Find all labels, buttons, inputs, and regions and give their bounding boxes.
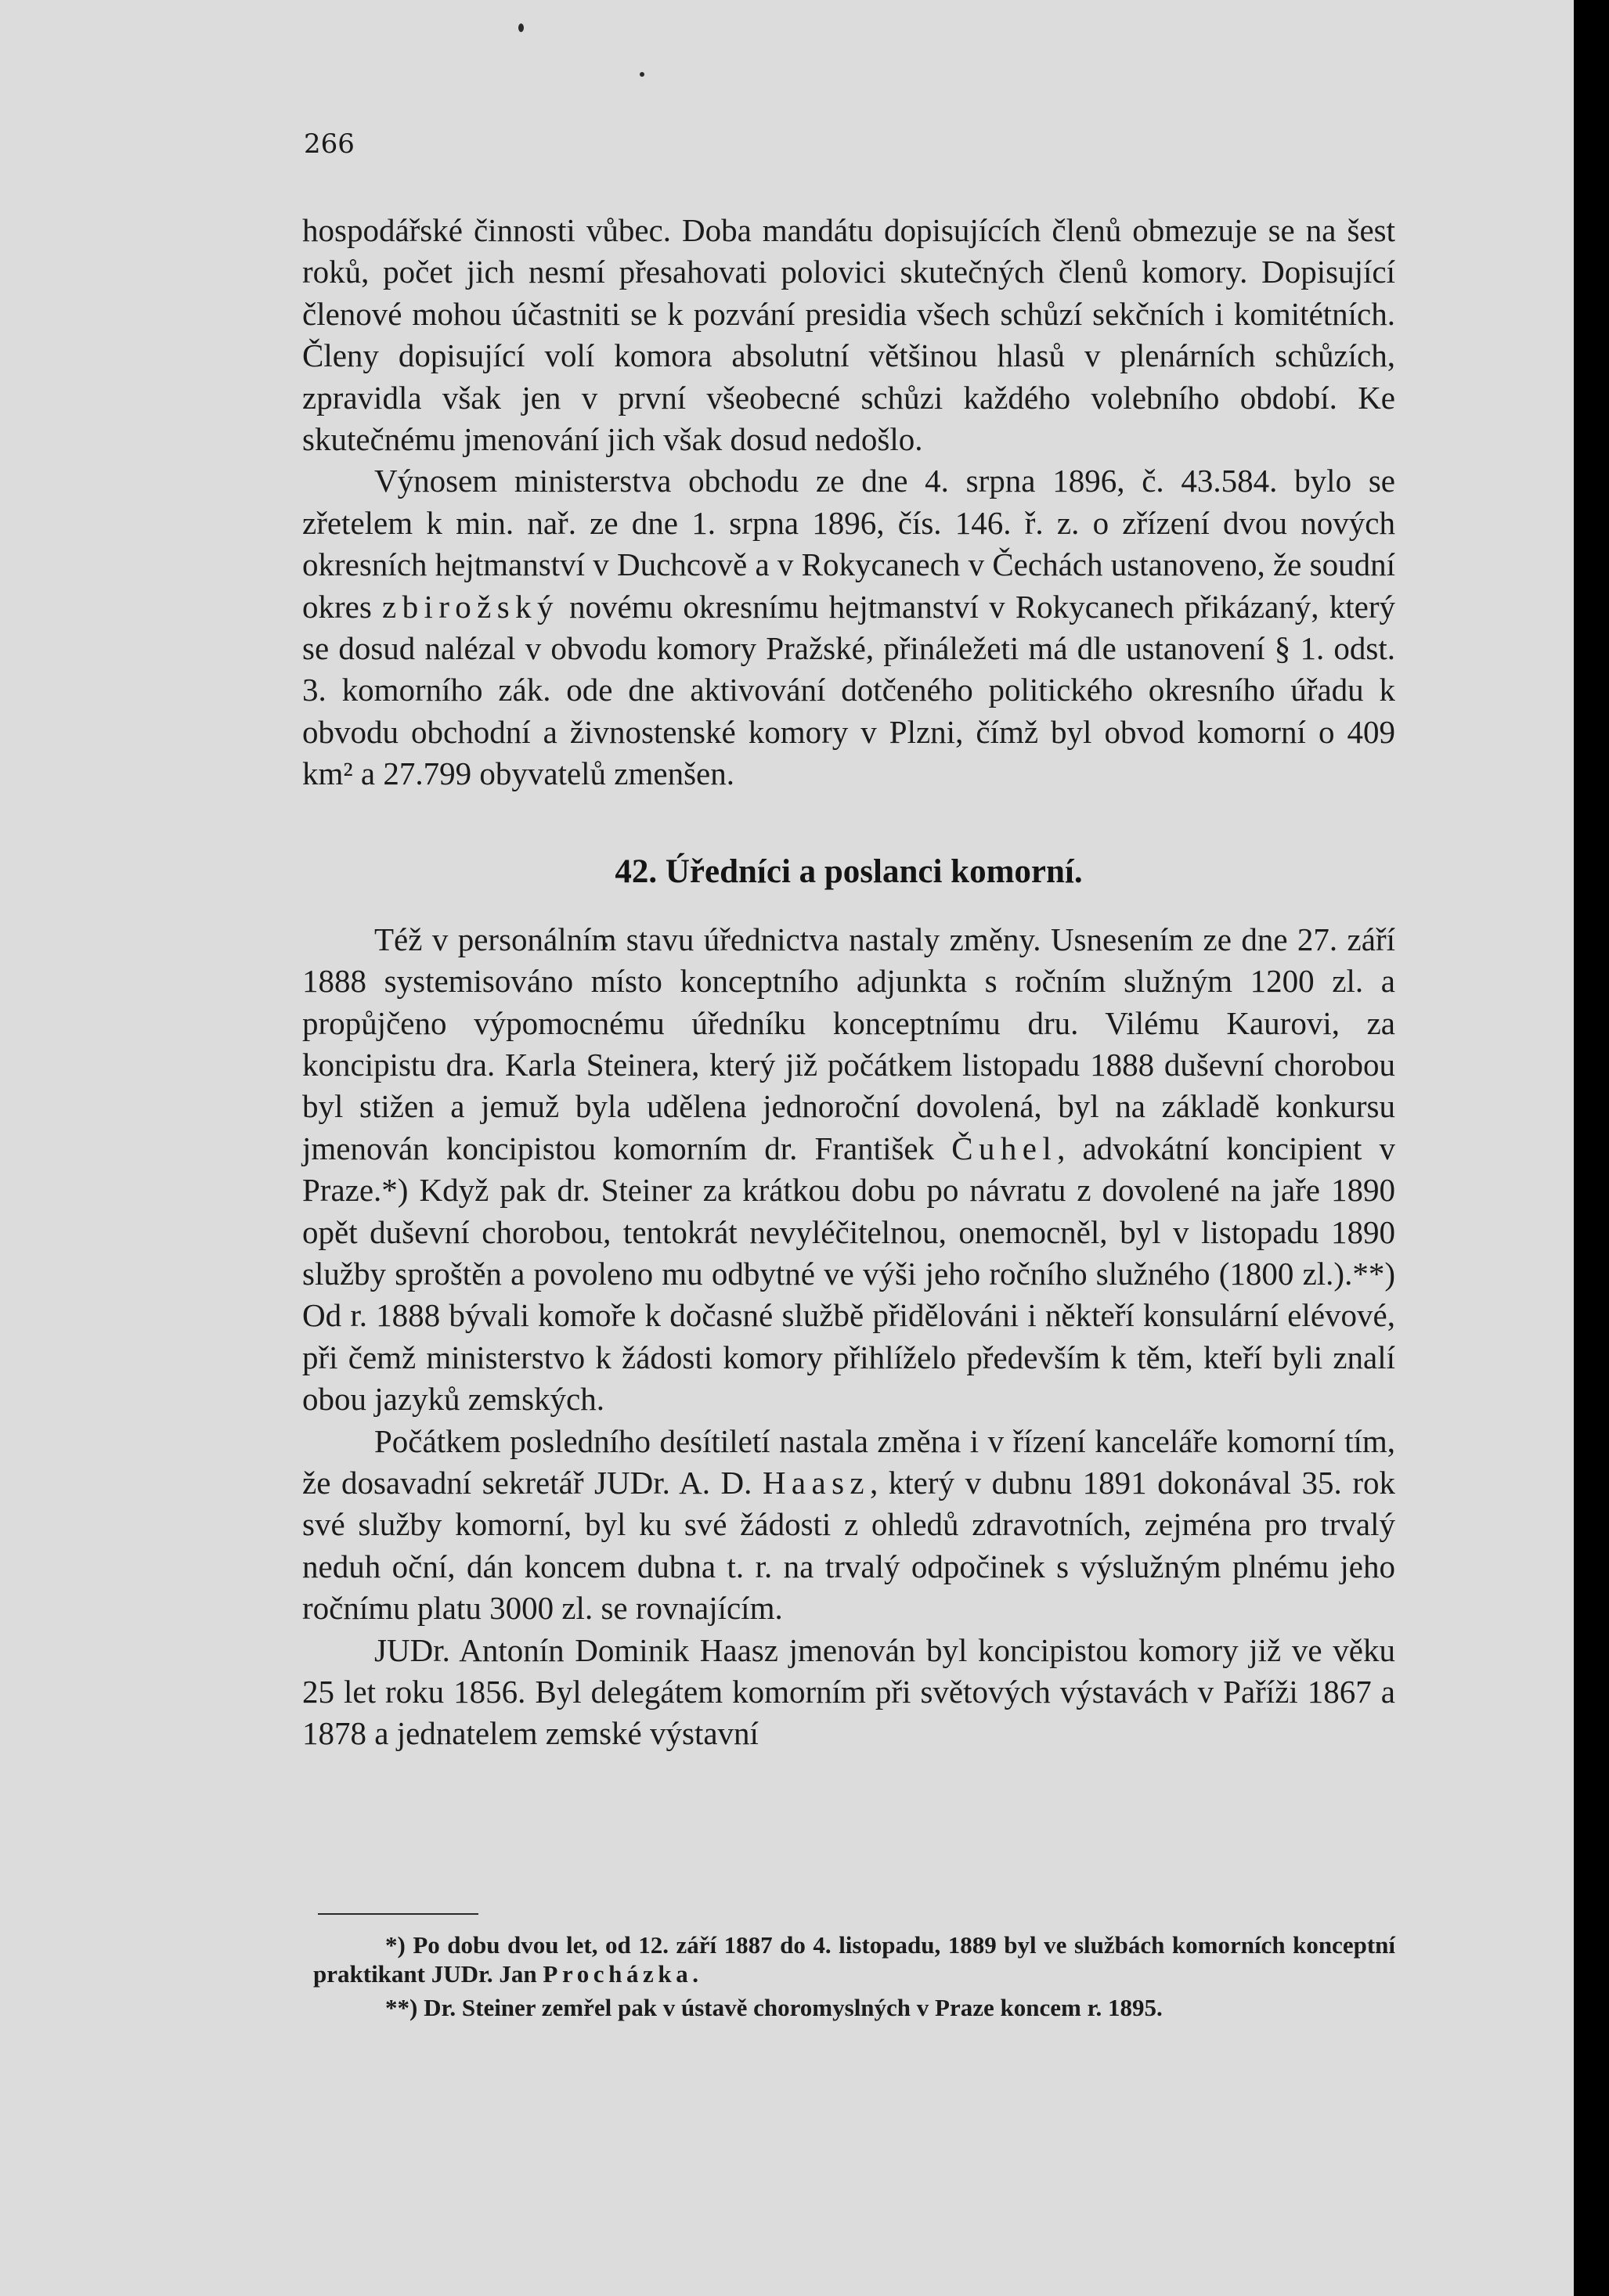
spaced-term: Čuhel: [951, 1130, 1058, 1166]
footnotes: [313, 1930, 1395, 2027]
footnote: **) Dr. Steiner zemřel pak v ústavě choromyslných v Praze koncem r. 1895.: [385, 1994, 1163, 2021]
spaced-term: Haasz: [762, 1464, 870, 1501]
paragraph: JUDr. Antonín Dominik Haasz jmenován byl koncipistou komory již ve věku 25 let roku 1856. Byl delegátem komorním při světových výstavách v Paříži 1867 a 1878 a jednatelem zemské výstavní: [302, 1631, 1395, 1752]
paragraph: Počátkem posledního desítiletí nastala změna i v řízení kanceláře komorní tím, že dosavadní sekretář JUDr. A. D. Haasz, který v dubnu 1891 dokonával 35. rok své služby komorní, byl ku své žádosti z ohledů zdravotních, zejména pro trvalý neduh oční, dán koncem dubna t. r. na trvalý odpočinek s výslužným plnému jeho ročnímu platu 3000 zl. se rovnajícím.: [302, 1422, 1396, 1627]
section-heading: 42. Úředníci a poslanci komorní.: [615, 852, 1083, 890]
footnote-rule: [318, 1913, 478, 1915]
scan-speck: [518, 23, 524, 32]
paragraph: hospodářské činnosti vůbec. Doba mandátu dopisujících členů obmezuje se na šest roků, počet jich nesmí přesahovati polovici skutečných členů komory. Dopisující členové mohou účastniti se k pozvání presidia všech schůzí sekčních i komitétních. Členy dopisující volí komora absolutní většinou hlasů v plenárních schůzích, zpravidla však jen v první všeobecné schůzi každého volebního období. Ke skutečnému jmenování jich však dosud nedošlo.: [302, 212, 1395, 458]
page-number: 266: [304, 128, 355, 160]
paragraph: Výnosem ministerstva obchodu ze dne 4. srpna 1896, č. 43.584. bylo se zřetelem k min. nař. ze dne 1. srpna 1896, čís. 146. ř. z. o zřízení dvou nových okresních hejtmanství v Duchcově a v Rokycanech v Čechách ustanoveno, že soudní okres zbirožský novému okresnímu hejtmanství v Rokycanech přikázaný, který se dosud nalézal v obvodu komory Pražské, přináležeti má dle ustanovení § 1. odst. 3. komorního zák. ode dne aktivování dotčeného politického okresního úřadu k obvodu obchodní a živnostenské komory v Plzni, čímž byl obvod komorní o 409 km² a 27.799 obyvatelů zmenšen.: [302, 463, 1395, 792]
spaced-term: zbirožský: [382, 588, 559, 625]
scan-speck: [640, 72, 644, 77]
spaced-term: Procházka: [543, 1960, 693, 1988]
body-text: [302, 210, 1395, 1755]
footnote: *) Po dobu dvou let, od 12. září 1887 do 4. listopadu, 1889 byl ve službách komorních konceptní praktikant JUDr. Jan Procházka.: [313, 1931, 1395, 1988]
paragraph: Též v personálním stavu úřednictva nastaly změny. Usnesením ze dne 27. září 1888 systemisováno místo konceptního adjunkta s ročním služným 1200 zl. a propůjčeno výpomocnému úředníku konceptnímu dru. Vilému Kaurovi, za koncipistu dra. Karla Steinera, který již počátkem listopadu 1888 duševní chorobou byl stižen a jemuž byla udělena jednoroční dovolená, byl na základě konkursu jmenován koncipistou komorním dr. František Čuhel, advokátní koncipient v Praze.*) Když pak dr. Steiner za krátkou dobu po návratu z dovolené na jaře 1890 opět duševní chorobou, tentokrát nevyléčitelnou, onemocněl, byl v listopadu 1890 služby sproštěn a povoleno mu odbytné ve výši jeho ročního služného (1800 zl.).**) Od r. 1888 bývali komoře k dočasné službě přidělováni i někteří konsulární elévové, při čemž ministerstvo k žádosti komory přihlíželo především k těm, kteří byli znalí obou jazyků zemských.: [302, 921, 1396, 1418]
